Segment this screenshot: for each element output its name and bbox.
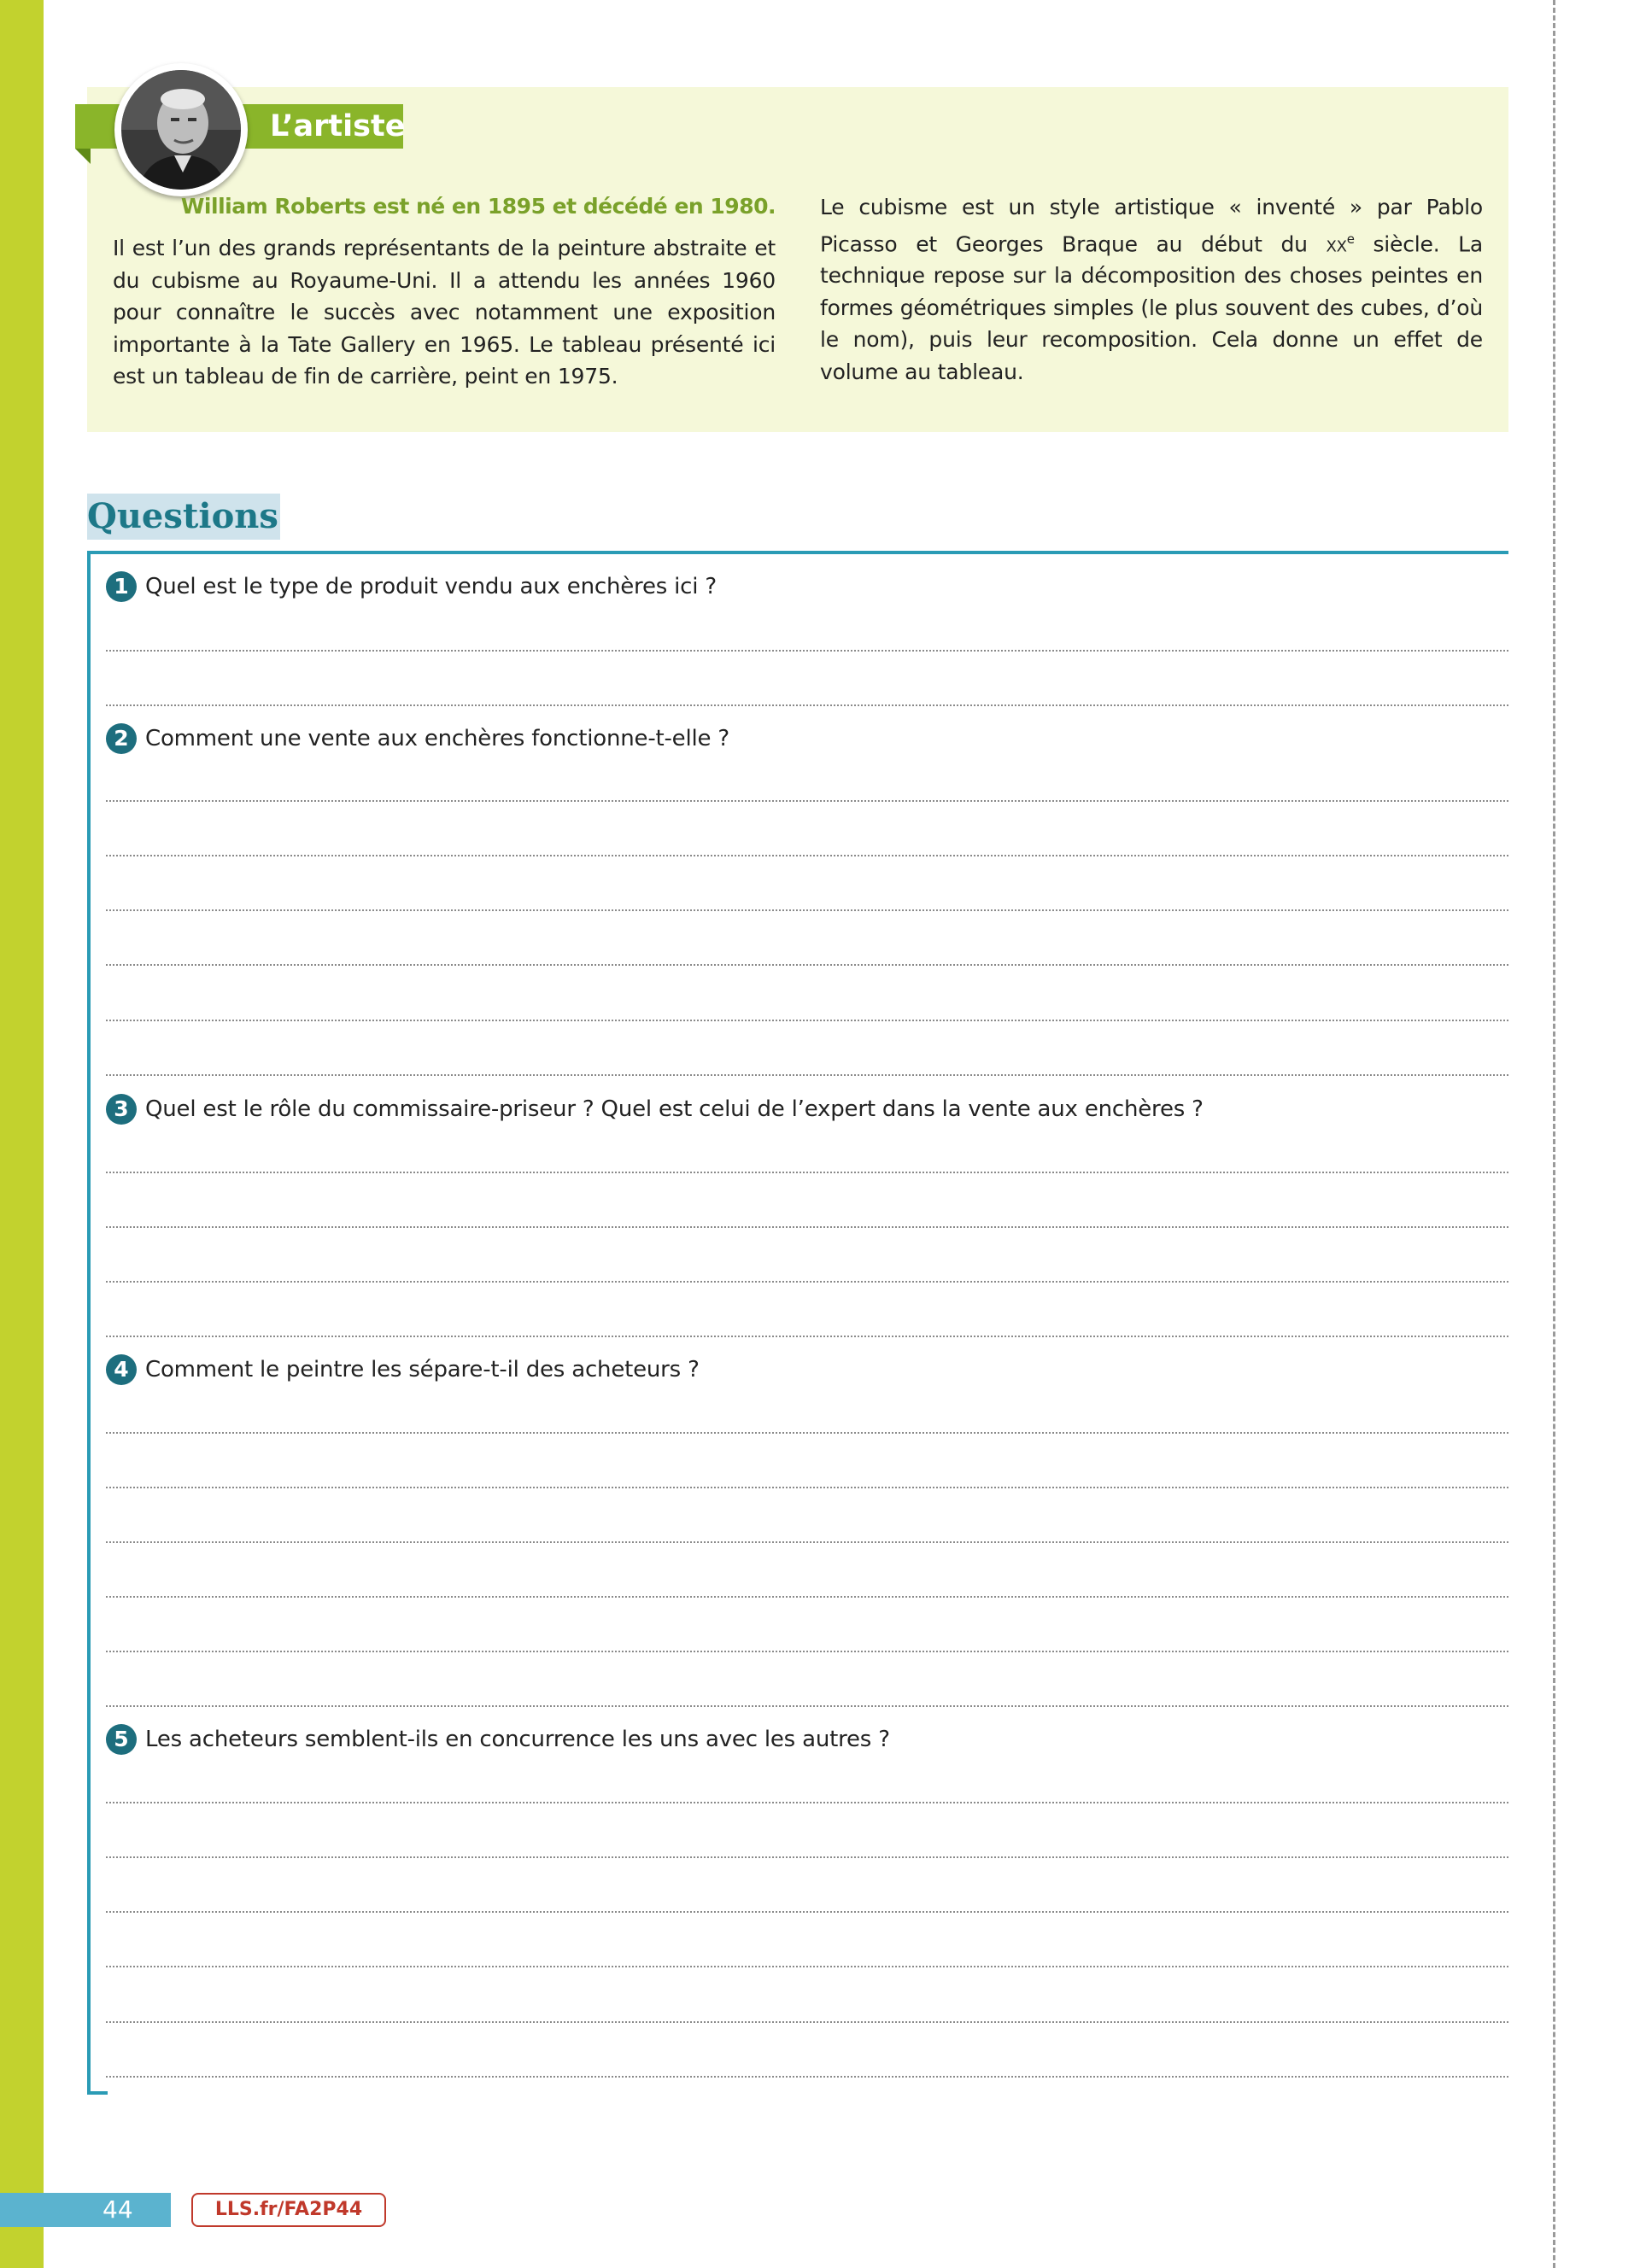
answer-line[interactable] [106,800,1508,802]
cubism-text-part2: siècle. La technique repose sur la décomposition des choses peintes en formes géométriques simples (le plus souvent des cubes, d’où le nom), puis leur recomposition. Cela donne un effet de volume au tableau. [820,231,1483,384]
century-superscript: e [1346,231,1355,247]
answer-line[interactable] [106,1336,1508,1337]
answer-line[interactable] [106,1856,1508,1858]
answer-line[interactable] [106,1487,1508,1488]
answer-line[interactable] [106,650,1508,652]
question-number-badge: 5 [106,1724,137,1755]
artist-title: L’artiste [270,109,406,143]
answer-line[interactable] [106,1020,1508,1021]
left-margin-strip [0,0,44,2268]
question-text: Quel est le rôle du commissaire-priseur ? Quel est celui de l’expert dans la vente aux enchères ? [145,1096,1204,1122]
answer-line[interactable] [106,1966,1508,1967]
question-3 [106,1093,1204,1125]
answer-line[interactable] [106,2076,1508,2078]
questions-title: Questions [87,494,280,540]
answer-line[interactable] [106,1705,1508,1707]
answer-line[interactable] [106,1541,1508,1543]
question-text: Quel est le type de produit vendu aux enchères ici ? [145,574,717,599]
answer-line[interactable] [106,1281,1508,1283]
question-text: Comment le peintre les sépare-t-il des acheteurs ? [145,1357,700,1382]
page-number-band [0,2193,171,2227]
answer-line[interactable] [106,1802,1508,1803]
question-number-badge: 3 [106,1094,137,1125]
answer-line[interactable] [106,1911,1508,1913]
answer-line[interactable] [106,855,1508,856]
answer-line[interactable] [106,964,1508,966]
answer-line[interactable] [106,1074,1508,1076]
question-number-badge: 4 [106,1354,137,1385]
answer-line[interactable] [106,1596,1508,1598]
cubism-text [820,191,1483,388]
resource-link[interactable]: LLS.fr/FA2P44 [191,2193,386,2227]
question-text: Comment une vente aux enchères fonctionne-t-elle ? [145,726,729,751]
questions-frame-top [87,551,1508,554]
question-number-badge: 1 [106,571,137,602]
question-2 [106,722,729,755]
answer-line[interactable] [106,2021,1508,2023]
bio-text: Il est l’un des grands représentants de la peinture abstraite et du cubisme au Royaume-Uni. Il a attendu les années 1960 pour connaître le succès avec notamment une exposition importante à la Tate Gallery en 1965. Le tableau présenté ici est un tableau de fin de carrière, peint en 1975. [113,236,776,389]
question-1 [106,570,717,603]
cubism-text-part1: Le cubisme est un style artistique « inventé » par Pablo Picasso et Georges Braque au début du [820,195,1483,256]
artist-tab-fold [75,149,91,164]
answer-line[interactable] [106,1226,1508,1228]
answer-line[interactable] [106,1432,1508,1434]
bio-heading: William Roberts est né en 1895 et décédé en 1980. [180,194,776,219]
answer-line[interactable] [106,1172,1508,1173]
page-number: 44 [102,2195,133,2224]
question-text: Les acheteurs semblent-ils en concurrence les uns avec les autres ? [145,1727,890,1752]
question-number-badge: 2 [106,723,137,754]
question-4 [106,1353,700,1386]
answer-line[interactable] [106,909,1508,911]
questions-frame-left [87,551,91,2094]
question-5 [106,1723,890,1756]
artist-portrait [114,63,248,196]
portrait-photo-icon [121,70,241,190]
answer-line[interactable] [106,1651,1508,1652]
century-numeral: xx [1326,231,1347,256]
cut-line [1553,0,1555,2268]
questions-frame-foot [87,2091,108,2095]
answer-line[interactable] [106,704,1508,706]
